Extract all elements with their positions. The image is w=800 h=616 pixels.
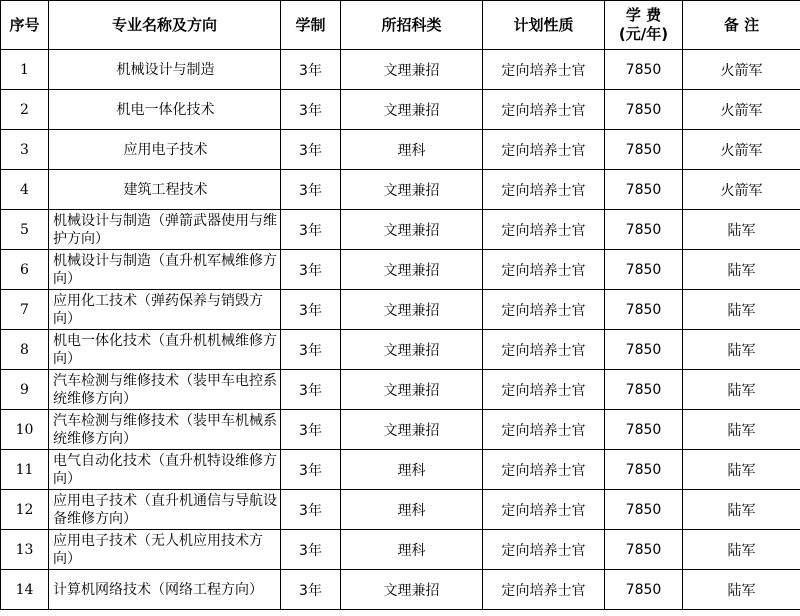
cell-note: 陆军 <box>683 450 800 490</box>
cell-note: 陆军 <box>683 250 800 290</box>
cell-seq: 9 <box>1 370 49 410</box>
cell-seq: 4 <box>1 170 49 210</box>
header-fee-line2: (元/年) <box>618 25 669 43</box>
cell-fee: 7850 <box>605 90 683 130</box>
cell-subject: 文理兼招 <box>341 290 483 330</box>
cell-seq: 14 <box>1 570 49 610</box>
cell-seq: 11 <box>1 450 49 490</box>
table-row <box>1 370 800 410</box>
table-row <box>1 330 800 370</box>
cell-fee: 7850 <box>605 250 683 290</box>
cell-fee: 7850 <box>605 530 683 570</box>
table-row <box>1 490 800 530</box>
cell-fee: 7850 <box>605 290 683 330</box>
header-duration: 学制 <box>281 1 341 50</box>
cell-subject: 文理兼招 <box>341 250 483 290</box>
cell-nature: 定向培养士官 <box>483 210 605 250</box>
cell-major: 应用电子技术 <box>49 130 281 170</box>
cell-major: 汽车检测与维修技术（装甲车电控系统维修方向） <box>49 370 281 410</box>
cell-duration: 3年 <box>281 210 341 250</box>
cell-duration: 3年 <box>281 490 341 530</box>
cell-seq: 8 <box>1 330 49 370</box>
cell-subject: 文理兼招 <box>341 170 483 210</box>
cell-note: 陆军 <box>683 370 800 410</box>
cell-subject: 文理兼招 <box>341 330 483 370</box>
cell-nature: 定向培养士官 <box>483 490 605 530</box>
cell-note: 陆军 <box>683 290 800 330</box>
cell-nature: 定向培养士官 <box>483 50 605 90</box>
header-nature: 计划性质 <box>483 1 605 50</box>
cell-duration: 3年 <box>281 90 341 130</box>
cell-duration: 3年 <box>281 410 341 450</box>
cell-duration: 3年 <box>281 290 341 330</box>
cell-seq: 1 <box>1 50 49 90</box>
table-row <box>1 210 800 250</box>
cell-subject: 理科 <box>341 530 483 570</box>
header-note: 备 注 <box>683 1 800 50</box>
header-fee-line1: 学 费 <box>625 6 662 24</box>
header-seq: 序号 <box>1 1 49 50</box>
table-row <box>1 450 800 490</box>
header-fee <box>605 1 683 50</box>
cell-seq: 6 <box>1 250 49 290</box>
cell-nature: 定向培养士官 <box>483 290 605 330</box>
cell-subject: 文理兼招 <box>341 410 483 450</box>
cell-nature: 定向培养士官 <box>483 90 605 130</box>
cell-subject: 理科 <box>341 490 483 530</box>
cell-duration: 3年 <box>281 50 341 90</box>
table-row <box>1 290 800 330</box>
table-row <box>1 90 800 130</box>
cell-major: 应用化工技术（弹药保养与销毁方向） <box>49 290 281 330</box>
cell-nature: 定向培养士官 <box>483 530 605 570</box>
cell-seq: 2 <box>1 90 49 130</box>
cell-major: 计算机网络技术（网络工程方向） <box>49 570 281 610</box>
cell-seq: 7 <box>1 290 49 330</box>
cell-subject: 理科 <box>341 130 483 170</box>
cell-nature: 定向培养士官 <box>483 170 605 210</box>
cell-seq: 5 <box>1 210 49 250</box>
header-major: 专业名称及方向 <box>49 1 281 50</box>
cell-fee: 7850 <box>605 450 683 490</box>
cell-fee: 7850 <box>605 130 683 170</box>
cell-major: 汽车检测与维修技术（装甲车机械系统维修方向） <box>49 410 281 450</box>
cell-fee: 7850 <box>605 330 683 370</box>
cell-subject: 文理兼招 <box>341 570 483 610</box>
cell-note: 陆军 <box>683 330 800 370</box>
cell-duration: 3年 <box>281 170 341 210</box>
cell-major: 应用电子技术（无人机应用技术方向） <box>49 530 281 570</box>
cell-major: 机电一体化技术（直升机机械维修方向） <box>49 330 281 370</box>
cell-fee: 7850 <box>605 570 683 610</box>
cell-duration: 3年 <box>281 530 341 570</box>
header-subject: 所招科类 <box>341 1 483 50</box>
table-row <box>1 530 800 570</box>
cell-note: 火箭军 <box>683 130 800 170</box>
cell-note: 火箭军 <box>683 170 800 210</box>
cell-major: 建筑工程技术 <box>49 170 281 210</box>
cell-subject: 文理兼招 <box>341 90 483 130</box>
cell-seq: 12 <box>1 490 49 530</box>
cell-nature: 定向培养士官 <box>483 410 605 450</box>
table-row <box>1 130 800 170</box>
cell-nature: 定向培养士官 <box>483 570 605 610</box>
cell-subject: 文理兼招 <box>341 50 483 90</box>
cell-note: 火箭军 <box>683 50 800 90</box>
table-row <box>1 250 800 290</box>
header-row <box>1 1 800 50</box>
cell-nature: 定向培养士官 <box>483 330 605 370</box>
table-row <box>1 410 800 450</box>
table-body <box>1 50 800 610</box>
cell-duration: 3年 <box>281 450 341 490</box>
table-row <box>1 50 800 90</box>
cell-fee: 7850 <box>605 210 683 250</box>
cell-subject: 文理兼招 <box>341 370 483 410</box>
cell-note: 陆军 <box>683 210 800 250</box>
cell-major: 电气自动化技术（直升机特设维修方向） <box>49 450 281 490</box>
cell-seq: 13 <box>1 530 49 570</box>
cell-nature: 定向培养士官 <box>483 370 605 410</box>
cell-subject: 理科 <box>341 450 483 490</box>
cell-duration: 3年 <box>281 330 341 370</box>
cell-major: 应用电子技术（直升机通信与导航设备维修方向） <box>49 490 281 530</box>
cell-major: 机电一体化技术 <box>49 90 281 130</box>
cell-fee: 7850 <box>605 50 683 90</box>
cell-duration: 3年 <box>281 570 341 610</box>
cell-major: 机械设计与制造（弹箭武器使用与维护方向） <box>49 210 281 250</box>
cell-fee: 7850 <box>605 410 683 450</box>
table-row <box>1 170 800 210</box>
cell-seq: 10 <box>1 410 49 450</box>
cell-duration: 3年 <box>281 370 341 410</box>
table-row <box>1 570 800 610</box>
cell-duration: 3年 <box>281 250 341 290</box>
cell-note: 陆军 <box>683 570 800 610</box>
cell-fee: 7850 <box>605 490 683 530</box>
cell-note: 陆军 <box>683 490 800 530</box>
cell-subject: 文理兼招 <box>341 210 483 250</box>
cell-note: 陆军 <box>683 410 800 450</box>
cell-major: 机械设计与制造 <box>49 50 281 90</box>
cell-duration: 3年 <box>281 130 341 170</box>
cell-fee: 7850 <box>605 170 683 210</box>
cell-note: 火箭军 <box>683 90 800 130</box>
cell-nature: 定向培养士官 <box>483 250 605 290</box>
cell-nature: 定向培养士官 <box>483 130 605 170</box>
cell-fee: 7850 <box>605 370 683 410</box>
cell-note: 陆军 <box>683 530 800 570</box>
cell-seq: 3 <box>1 130 49 170</box>
cell-nature: 定向培养士官 <box>483 450 605 490</box>
cell-major: 机械设计与制造（直升机军械维修方向） <box>49 250 281 290</box>
